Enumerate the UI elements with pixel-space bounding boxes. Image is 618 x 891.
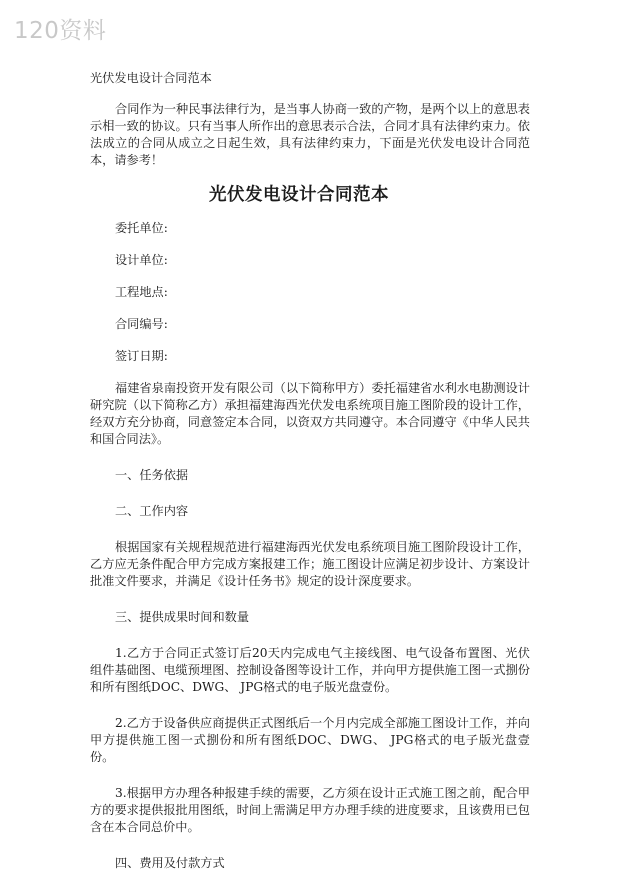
field-location: 工程地点: bbox=[115, 285, 168, 299]
deliverable-item: 1.乙方于合同正式签订后20天内完成电气主接线图、电气设备布置图、光伏组件基础图、电缆预埋图、控制设备图等设计工作，并向甲方提供施工图一式捌份和所有图纸DOC、DWG、 JPG格式的电子版光盘壹份。 bbox=[90, 646, 530, 694]
section-heading-task-basis: 一、任务依据 bbox=[115, 468, 189, 482]
watermark-logo: 120资料 bbox=[14, 18, 107, 44]
deliverable-item: 3.根据甲方办理各种报建手续的需要，乙方须在设计正式施工图之前，配合甲方的要求提供报批用图纸，时间上需满足甲方办理手续的进度要求，且该费用已包含在本合同总价中。 bbox=[90, 786, 530, 834]
intro-paragraph: 合同作为一种民事法律行为，是当事人协商一致的产物，是两个以上的意思表示相一致的协议。只有当事人所作出的意思表示合法，合同才具有法律约束力。依法成立的合同从成立之日起生效，具有法律约束力，下面是光伏发电设计合同范本，请参考！ bbox=[90, 102, 530, 167]
contract-title: 光伏发电设计合同范本 bbox=[209, 185, 389, 205]
section-heading-deliverables: 三、提供成果时间和数量 bbox=[115, 610, 250, 624]
field-designer: 设计单位: bbox=[115, 253, 168, 267]
section-heading-work-content: 二、工作内容 bbox=[115, 504, 189, 518]
work-content-paragraph: 根据国家有关规程规范进行福建海西光伏发电系统项目施工图阶段设计工作，乙方应无条件配合甲方完成方案报建工作；施工图设计应满足初步设计、方案设计批准文件要求，并满足《设计任务书》规定的设计深度要求。 bbox=[90, 540, 530, 588]
document-page bbox=[90, 70, 530, 891]
deliverable-item: 2.乙方于设备供应商提供正式图纸后一个月内完成全部施工图设计工作，并向甲方提供施工图一式捌份和所有图纸DOC、DWG、 JPG格式的电子版光盘壹份。 bbox=[90, 716, 530, 764]
field-contract-number: 合同编号: bbox=[115, 317, 168, 331]
document-label: 光伏发电设计合同范本 bbox=[90, 71, 212, 85]
field-client: 委托单位: bbox=[115, 221, 168, 235]
field-sign-date: 签订日期: bbox=[115, 349, 168, 363]
section-heading-fees: 四、费用及付款方式 bbox=[115, 856, 225, 870]
preamble-paragraph: 福建省泉南投资开发有限公司（以下简称甲方）委托福建省水利水电勘测设计研究院（以下简称乙方）承担福建海西光伏发电系统项目施工图阶段的设计工作，经双方充分协商，同意签定本合同，以资双方共同遵守。本合同遵守《中华人民共和国合同法》。 bbox=[90, 381, 530, 446]
